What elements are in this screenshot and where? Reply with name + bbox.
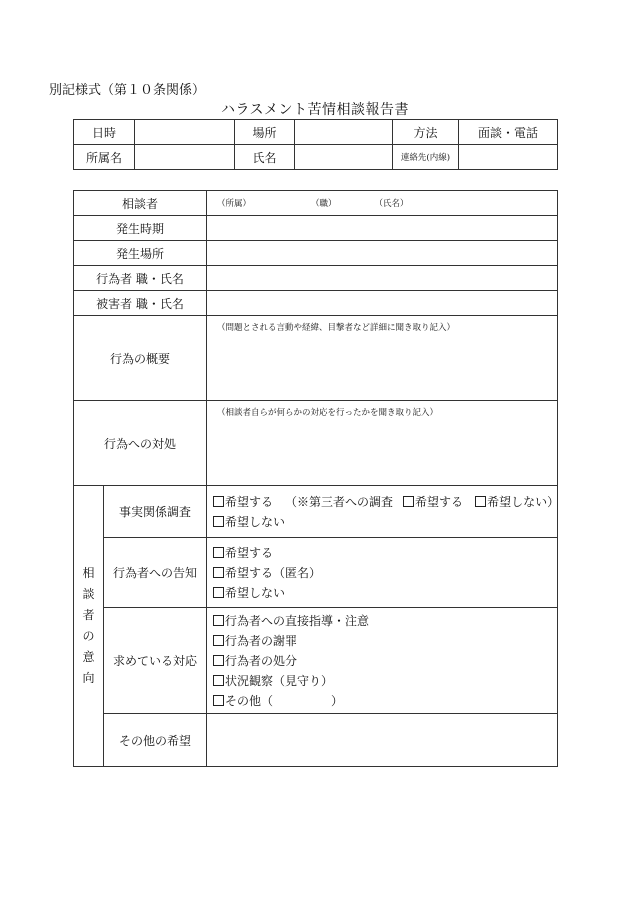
occurrence-time-field[interactable]: [207, 216, 558, 241]
response-field[interactable]: [207, 401, 558, 486]
overview-field[interactable]: [207, 316, 558, 401]
checkbox-third-party-no[interactable]: [475, 496, 486, 507]
desired-action-label: 求めている対応: [104, 608, 207, 714]
overview-guidance: （問題とされる言動や経緯、目撃者など詳細に聞き取り記入）: [217, 323, 456, 333]
response-guidance: （相談者自らが何らかの対応を行ったかを聞き取り記入）: [217, 408, 439, 418]
contact-field[interactable]: [459, 145, 558, 170]
name-field[interactable]: [295, 145, 393, 170]
actor-label: 行為者 職・氏名: [74, 266, 207, 291]
name-label: 氏名: [235, 145, 295, 170]
fact-check-options: 希望する （※第三者への調査 希望する 希望しない） 希望しない: [207, 486, 558, 538]
affiliation-field[interactable]: [135, 145, 235, 170]
occurrence-place-label: 発生場所: [74, 241, 207, 266]
response-label: 行為への対処: [74, 401, 207, 486]
notify-actor-options: 希望する 希望する（匿名） 希望しない: [207, 538, 558, 608]
checkbox-disciplinary[interactable]: [213, 655, 224, 666]
consultant-field[interactable]: [207, 191, 558, 216]
consultant-intent-label: 相 談 者 の 意 向: [74, 486, 104, 767]
checkbox-fact-check-no[interactable]: [213, 516, 224, 527]
checkbox-observation[interactable]: [213, 675, 224, 686]
contact-label: 連絡先(内線): [393, 145, 459, 170]
affiliation-label: 所属名: [74, 145, 135, 170]
other-wish-label: その他の希望: [104, 714, 207, 767]
desired-action-options: 行為者への直接指導・注意 行為者の謝罪 行為者の処分 状況観察（見守り） その他（ ）: [207, 608, 558, 714]
notify-actor-label: 行為者への告知: [104, 538, 207, 608]
consultant-label: 相談者: [74, 191, 207, 216]
checkbox-apology[interactable]: [213, 635, 224, 646]
date-field[interactable]: [135, 120, 235, 145]
occurrence-place-field[interactable]: [207, 241, 558, 266]
checkbox-direct-guidance[interactable]: [213, 615, 224, 626]
form-reference: 別記様式（第１０条関係）: [49, 83, 206, 98]
date-label: 日時: [74, 120, 135, 145]
checkbox-notify-no[interactable]: [213, 587, 224, 598]
checkbox-notify-anonymous[interactable]: [213, 567, 224, 578]
checkbox-third-party-yes[interactable]: [403, 496, 414, 507]
other-wish-field[interactable]: [207, 714, 558, 767]
checkbox-fact-check-yes[interactable]: [213, 496, 224, 507]
checkbox-notify-yes[interactable]: [213, 547, 224, 558]
place-label: 場所: [235, 120, 295, 145]
method-value[interactable]: 面談・電話: [459, 120, 558, 145]
main-table: [73, 190, 558, 767]
method-label: 方法: [393, 120, 459, 145]
fact-check-label: 事実関係調査: [104, 486, 207, 538]
actor-field[interactable]: [207, 266, 558, 291]
consultant-affiliation-sub: （所属）: [217, 199, 252, 209]
document-title: ハラスメント苦情相談報告書: [220, 102, 410, 118]
header-table: [73, 119, 558, 170]
consultant-position-sub: （職）: [311, 199, 337, 209]
victim-label: 被害者 職・氏名: [74, 291, 207, 316]
occurrence-time-label: 発生時期: [74, 216, 207, 241]
checkbox-other[interactable]: [213, 695, 224, 706]
overview-label: 行為の概要: [74, 316, 207, 401]
place-field[interactable]: [295, 120, 393, 145]
victim-field[interactable]: [207, 291, 558, 316]
consultant-name-sub: （氏名）: [374, 199, 409, 209]
